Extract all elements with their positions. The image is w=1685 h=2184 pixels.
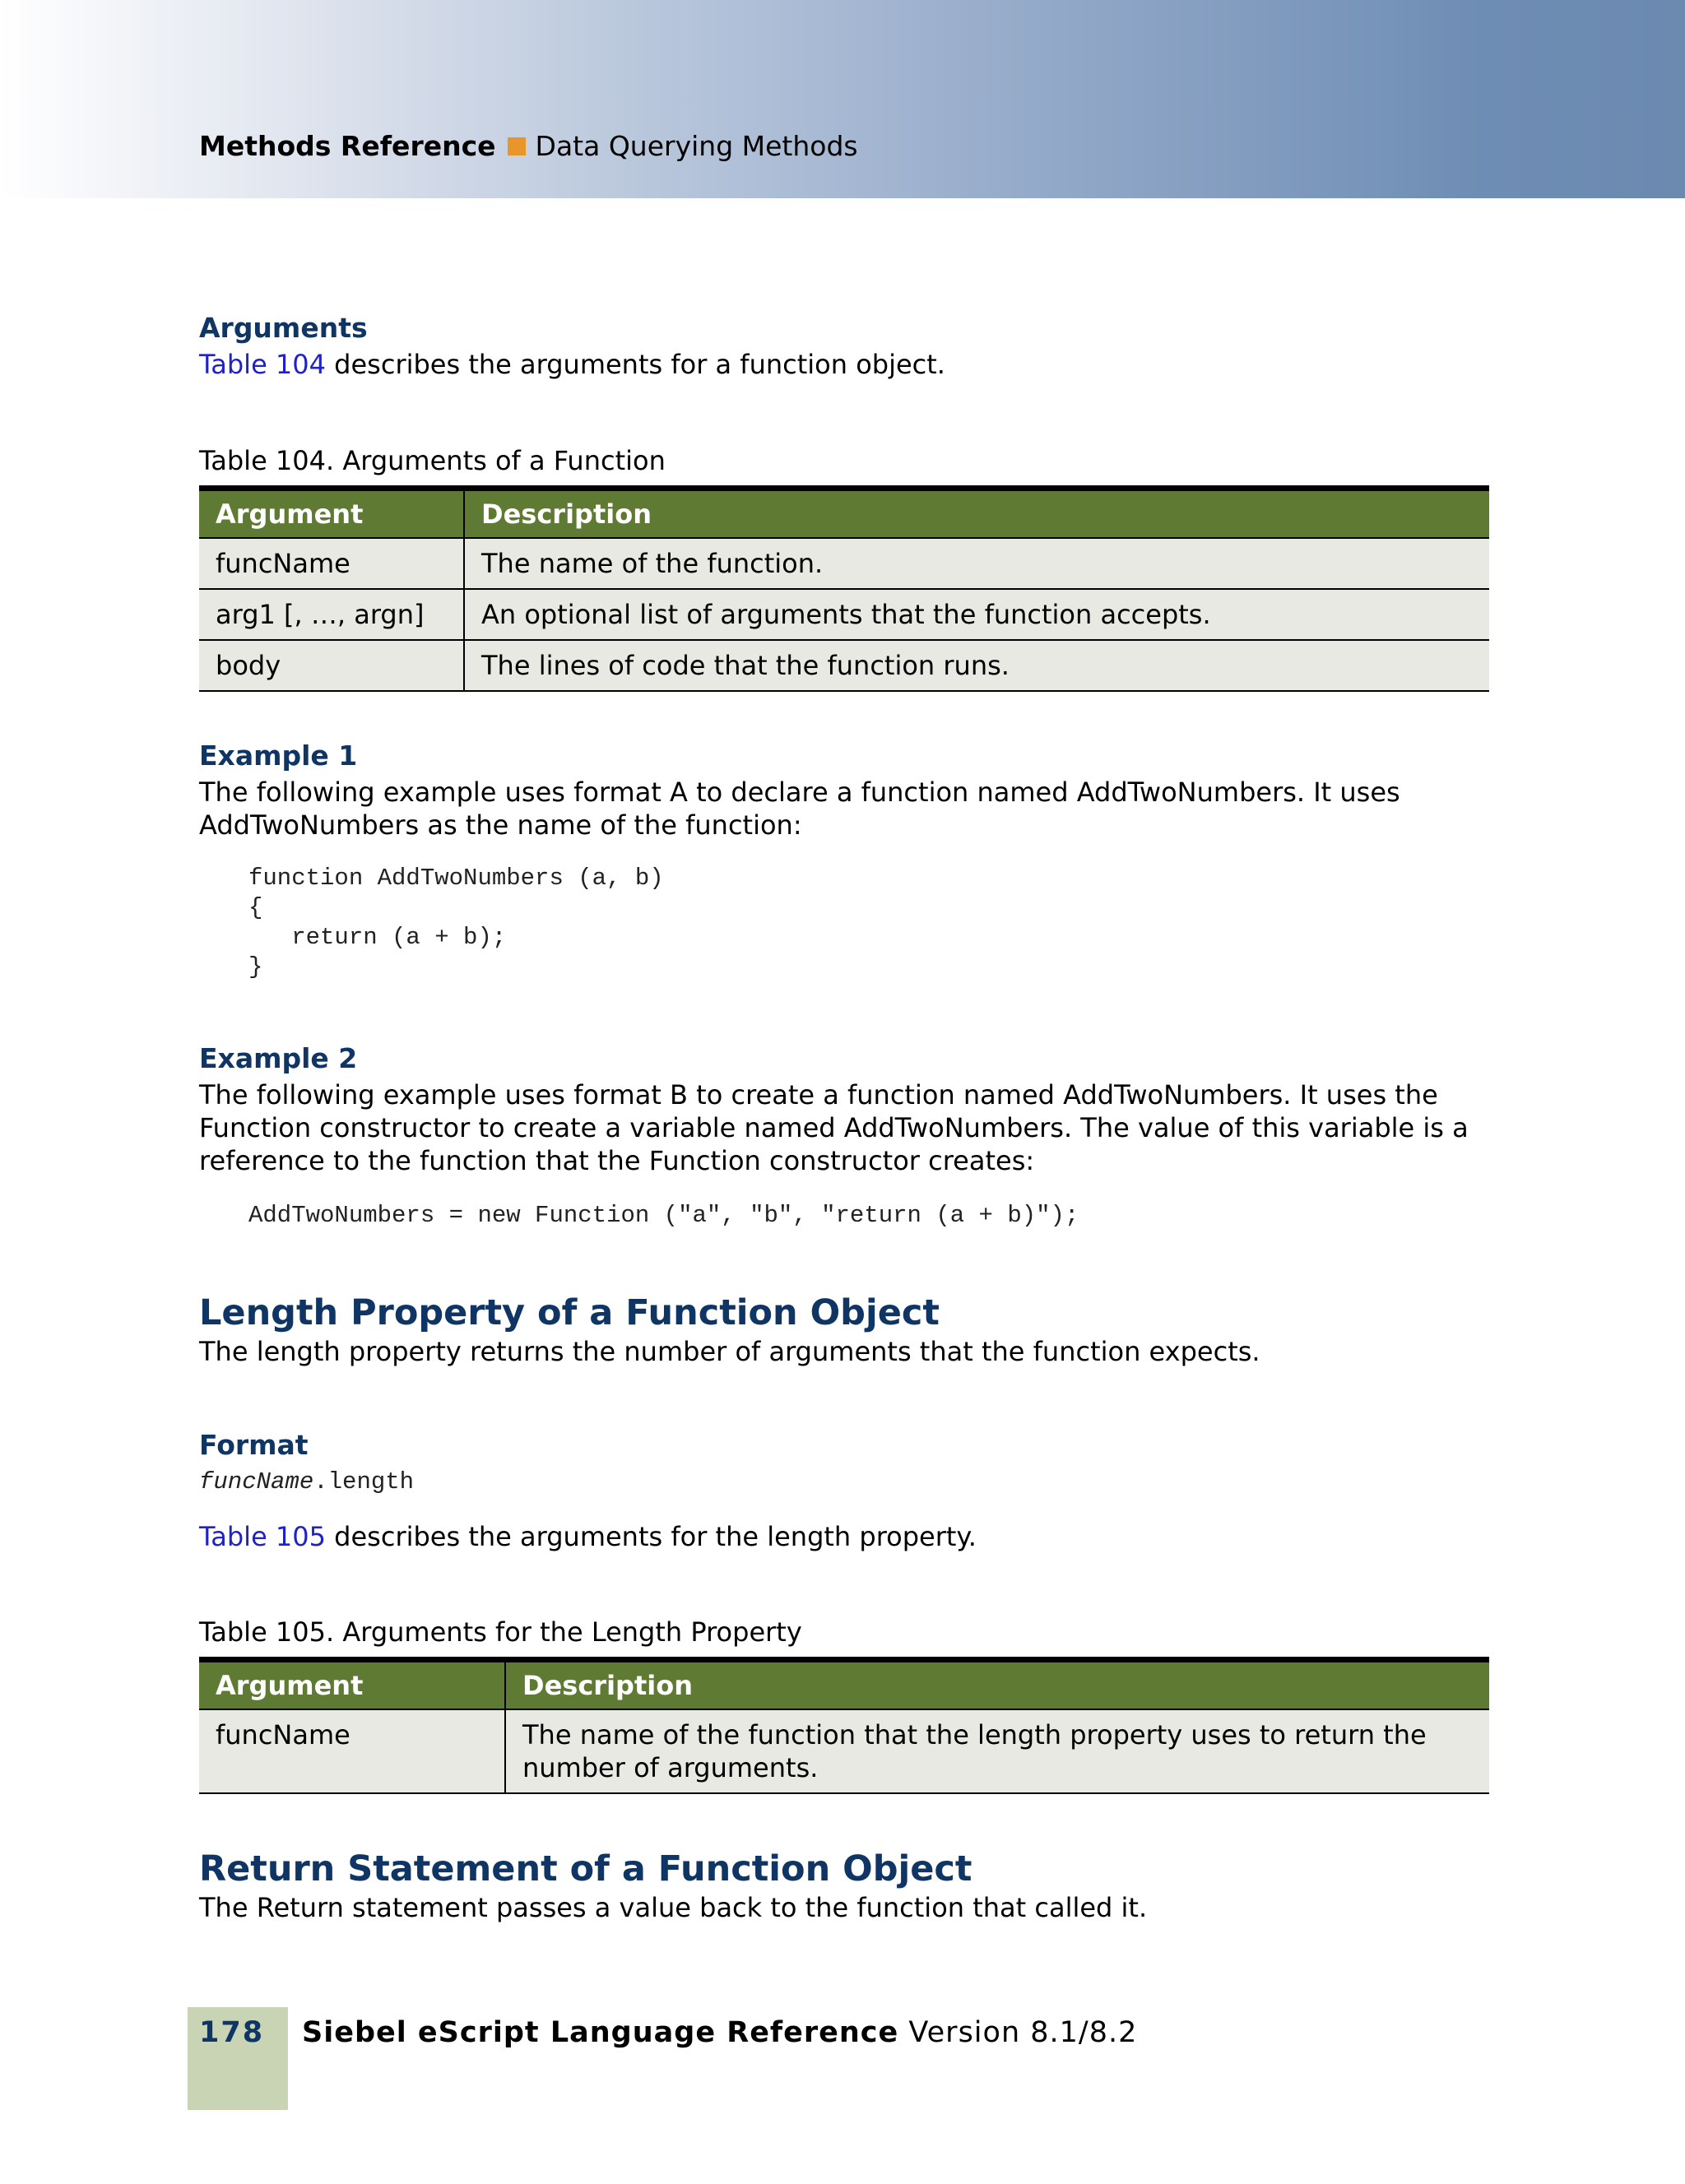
argument-cell: arg1 [, …, argn]: [199, 589, 464, 640]
argument-cell: funcName: [199, 538, 464, 589]
description-cell: An optional list of arguments that the function accepts.: [464, 589, 1489, 640]
example-1-heading: Example 1: [199, 740, 358, 772]
column-header-argument: Argument: [199, 489, 464, 539]
book-version: Version 8.1/8.2: [898, 2016, 1138, 2049]
table-row: [199, 1709, 1489, 1793]
return-statement-heading: Return Statement of a Function Object: [199, 1848, 972, 1890]
running-header: [199, 130, 858, 163]
example-1-code: [248, 864, 664, 982]
length-property-heading: Length Property of a Function Object: [199, 1292, 940, 1333]
example-1-text: The following example uses format A to declare a function named AddTwoNumbers. It uses AddTwoNumbers as the name of the function:: [199, 777, 1400, 841]
footer-title: [302, 2015, 1137, 2050]
example-2-code: AddTwoNumbers = new Function ("a", "b", "return (a + b)");: [248, 1202, 1079, 1229]
code-line: function AddTwoNumbers (a, b): [248, 865, 664, 892]
arguments-intro: [199, 348, 1489, 381]
code-line: }: [248, 953, 263, 981]
argument-cell: funcName: [199, 1709, 505, 1793]
example-2-text: The following example uses format B to create a function named AddTwoNumbers. It uses the Function constructor to create a variable named AddTwoNumbers. The value of this variable is a reference to the function that the Function constructor creates:: [199, 1079, 1469, 1176]
return-statement-text: The Return statement passes a value back to the function that called it.: [199, 1892, 1148, 1923]
table-row: [199, 538, 1489, 589]
table-104-link[interactable]: Table 104: [199, 349, 326, 380]
format-syntax: [199, 1468, 414, 1497]
table-105-caption: Table 105. Arguments for the Length Property: [199, 1616, 802, 1648]
header-bullet-icon: [508, 137, 526, 155]
example-2-heading: Example 2: [199, 1042, 358, 1074]
description-cell: The lines of code that the function runs.: [464, 640, 1489, 691]
table-row: [199, 589, 1489, 640]
table-105-intro-text: describes the arguments for the length property.: [326, 1521, 977, 1552]
column-header-description: Description: [464, 489, 1489, 539]
description-cell: The name of the function that the length property uses to return the number of arguments.: [505, 1709, 1489, 1793]
table-header-row: [199, 1660, 1489, 1710]
column-header-description: Description: [505, 1660, 1489, 1710]
page-number: 178: [199, 2016, 265, 2049]
table-104: [199, 485, 1489, 692]
table-header-row: [199, 489, 1489, 539]
table-row: [199, 640, 1489, 691]
code-line: return (a + b);: [248, 924, 507, 951]
table-105-link[interactable]: Table 105: [199, 1521, 326, 1552]
format-heading: Format: [199, 1429, 309, 1461]
format-property: .length: [313, 1468, 415, 1495]
header-section: Data Querying Methods: [535, 130, 858, 162]
length-property-text: The length property returns the number of arguments that the function expects.: [199, 1336, 1260, 1367]
header-band: [0, 0, 1685, 198]
argument-cell: body: [199, 640, 464, 691]
code-line: {: [248, 894, 263, 921]
header-chapter: Methods Reference: [199, 130, 496, 162]
arguments-intro-text: describes the arguments for a function object.: [326, 349, 945, 380]
table-105: [199, 1657, 1489, 1794]
book-title: Siebel eScript Language Reference: [302, 2016, 899, 2049]
arguments-heading: Arguments: [199, 312, 368, 344]
description-cell: The name of the function.: [464, 538, 1489, 589]
format-func-name: funcName: [199, 1468, 314, 1495]
table-105-intro: [199, 1520, 1489, 1553]
column-header-argument: Argument: [199, 1660, 505, 1710]
table-104-caption: Table 104. Arguments of a Function: [199, 445, 666, 476]
